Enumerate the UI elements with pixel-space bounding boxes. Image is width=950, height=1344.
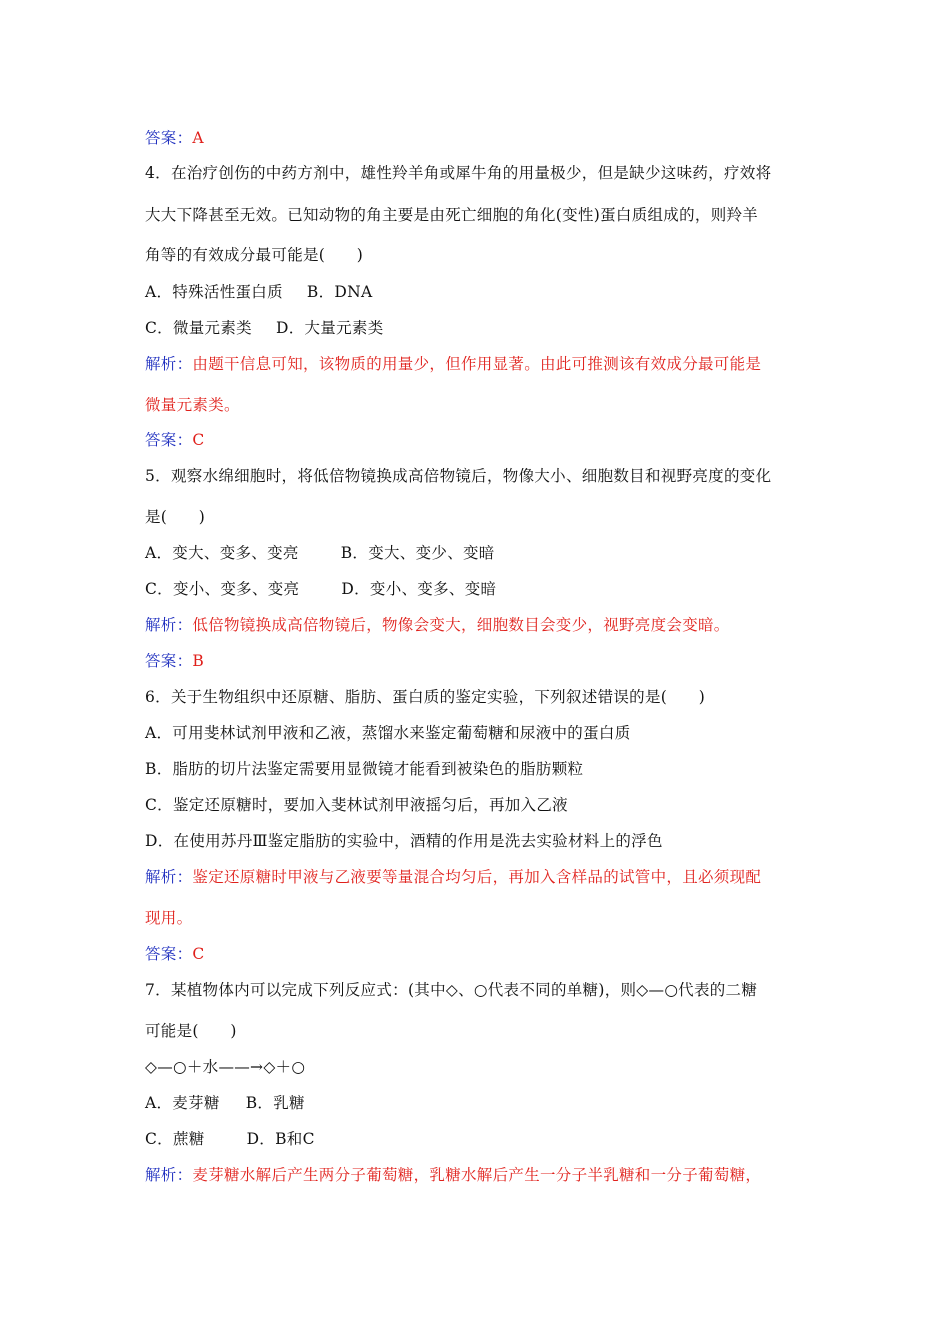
q5-answer [145,651,810,671]
analysis-label: 解析： [145,616,193,634]
q4-options-row-1 [145,282,810,302]
q5-option-b: B．变大、变少、变暗 [340,544,495,562]
q5-option-d: D．变小、变多、变暗 [341,580,497,598]
q7-option-b: B．乳糖 [245,1094,305,1112]
q6-option-c: C．鉴定还原糖时，要加入斐林试剂甲液摇匀后，再加入乙液 [145,796,568,814]
q7-options-row-1 [145,1093,810,1113]
q7-equation: ◇—○＋水——→◇＋○ [145,1058,306,1076]
answer-value: C [192,945,205,963]
q4-stem-line-3: 角等的有效成分最可能是( ) [145,246,364,264]
q5-options-row-2 [145,579,810,599]
q4-analysis-line-1 [145,354,810,374]
q7-options-row-2 [145,1129,810,1149]
answer-value: A [192,129,204,147]
q6-analysis-line-1 [145,867,810,887]
q5-stem-line-1: 5．观察水绵细胞时，将低倍物镜换成高倍物镜后，物像大小、细胞数目和视野亮度的变化 [145,467,772,485]
answer-label: 答案： [145,652,193,670]
q4-answer [145,430,810,450]
q6-stem-line-1: 6．关于生物组织中还原糖、脂肪、蛋白质的鉴定实验，下列叙述错误的是( ) [145,688,706,706]
answer-label: 答案： [145,431,193,449]
answer-label: 答案： [145,945,193,963]
q7-analysis-line-1 [145,1165,810,1185]
q7-option-a: A．麦芽糖 [145,1094,220,1112]
analysis-text: 低倍物镜换成高倍物镜后，物像会变大，细胞数目会变少，视野亮度会变暗。 [192,616,730,634]
q4-stem-line-2: 大大下降甚至无效。已知动物的角主要是由死亡细胞的角化(变性)蛋白质组成的，则羚羊 [145,206,759,224]
q4-option-c: C．微量元素类 [145,319,252,337]
q6-option-d: D．在使用苏丹Ⅲ鉴定脂肪的实验中，酒精的作用是洗去实验材料上的浮色 [145,832,663,850]
q5-option-c: C．变小、变多、变亮 [145,580,300,598]
q4-analysis-line-2: 微量元素类。 [145,396,240,414]
q4-stem-line-1: 4．在治疗创伤的中药方剂中，雄性羚羊角或犀牛角的用量极少，但是缺少这味药，疗效将 [145,164,772,182]
answer-value: C [192,431,205,449]
q7-stem-line-1: 7．某植物体内可以完成下列反应式：(其中◇、○代表不同的单糖)，则◇—○代表的二糖 [145,981,758,999]
answer-label: 答案： [145,129,193,147]
q4-option-b: B．DNA [306,283,373,301]
q4-option-a: A．特殊活性蛋白质 [145,283,283,301]
q6-option-a: A．可用斐林试剂甲液和乙液，蒸馏水来鉴定葡萄糖和尿液中的蛋白质 [145,724,631,742]
q6-option-b: B．脂肪的切片法鉴定需要用显微镜才能看到被染色的脂肪颗粒 [145,760,584,778]
analysis-label: 解析： [145,1166,193,1184]
analysis-label: 解析： [145,868,193,886]
q5-option-a: A．变大、变多、变亮 [145,544,299,562]
q6-analysis-line-2: 现用。 [145,909,193,927]
q5-analysis-line-1 [145,615,810,635]
q7-option-d: D．B和C [246,1130,315,1148]
analysis-label: 解析： [145,355,193,373]
q7-stem-line-2: 可能是( ) [145,1022,237,1040]
answer-value: B [192,652,205,670]
q7-option-c: C．蔗糖 [145,1130,205,1148]
q3-answer [145,128,810,148]
q4-option-d: D．大量元素类 [275,319,384,337]
q6-answer [145,944,810,964]
q4-options-row-2 [145,318,810,338]
analysis-text: 鉴定还原糖时甲液与乙液要等量混合均匀后，再加入含样品的试管中，且必须现配 [192,868,762,886]
analysis-text: 麦芽糖水解后产生两分子葡萄糖，乳糖水解后产生一分子半乳糖和一分子葡萄糖， [192,1166,762,1184]
analysis-text: 由题干信息可知，该物质的用量少，但作用显著。由此可推测该有效成分最可能是 [192,355,762,373]
q5-stem-line-2: 是( ) [145,508,206,526]
q5-options-row-1 [145,543,810,563]
